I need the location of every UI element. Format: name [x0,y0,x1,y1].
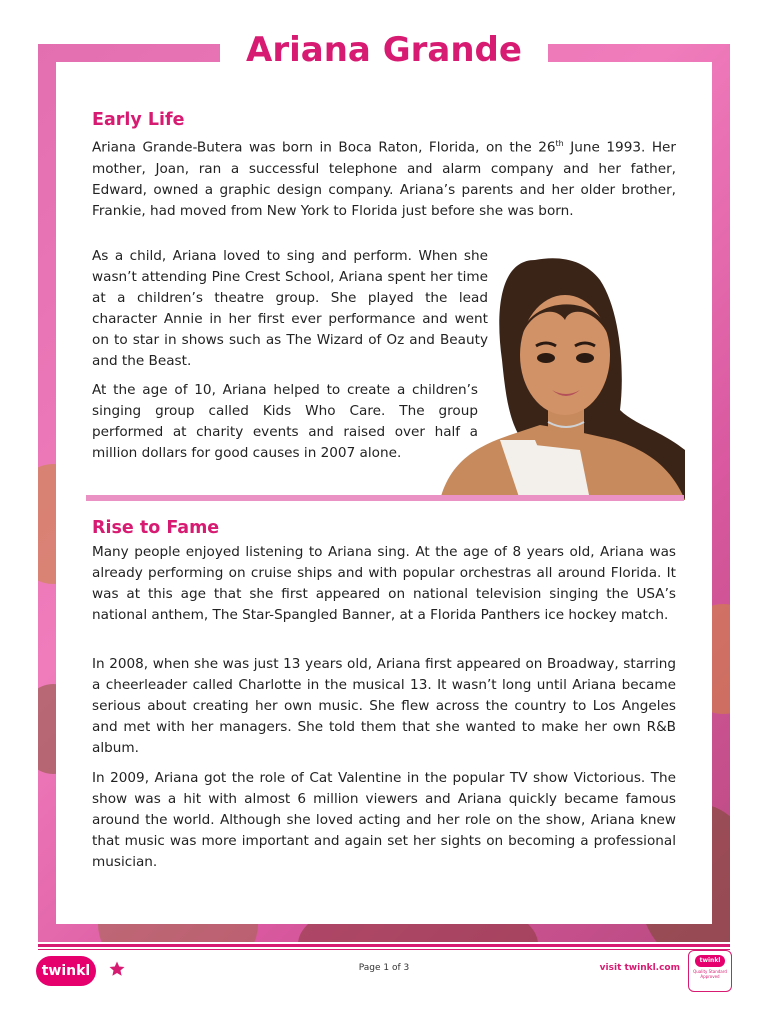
early-life-paragraph-2: As a child, Ariana loved to sing and perform. When she wasn’t attending Pine Crest School, Ariana spent her time at a children’s theatre group. She played the lead character Annie in her first ever performance and went on to star in shows such as The Wizard of Oz and Beauty and the Beast. [92,248,488,369]
portrait-illustration [440,250,685,500]
visit-link[interactable]: visit twinkl.com [599,963,680,973]
twinkl-logo[interactable]: twinkl [36,956,96,986]
page-title: Ariana Grande [220,22,548,78]
section-heading-early-life: Early Life [92,110,185,130]
early-life-paragraph-1: Ariana Grande-Butera was born in Boca Raton, Florida, on the 26th June 1993. Her mother, Joan, ran a successful telephone and alarm company and her father, Edward, owned a graphic design company. Ariana’s parents and her older brother, Frankie, had moved from New York to Florida just before she was born. [92,139,676,219]
badge-logo: twinkl [695,955,725,967]
badge-text: Quality Standard Approved [693,969,727,979]
footer-rule-thin [38,949,730,950]
early-life-paragraph-3a: At the age of 10, Ariana helped to create a children’s singing group called Kids Who Care. The group performed at charity events and raised over half a million dollars for good causes in 2007 alone. [92,382,478,461]
section-divider [86,495,684,501]
star-icon [108,960,126,978]
page-number: Page 1 of 3 [358,963,410,973]
quality-badge [688,950,732,992]
rise-to-fame-paragraph-2: In 2008, when she was just 13 years old, Ariana first appeared on Broadway, starring a cheerleader called Charlotte in the musical 13. It wasn’t long until Ariana became serious about creating her own music. She flew across the country to Los Angeles and met with her managers. She told them that she wanted to make her own R&B album. [92,656,676,756]
footer-rule [38,944,730,947]
section-heading-rise-to-fame: Rise to Fame [92,518,220,538]
rise-to-fame-paragraph-3: In 2009, Ariana got the role of Cat Valentine in the popular TV show Victorious. The show was a hit with almost 6 million viewers and Ariana quickly became famous around the world. Although she loved acting and her role on the show, Ariana knew that music was more important and again set her sights on becoming a professional musician. [92,770,676,870]
rise-to-fame-paragraph-1: Many people enjoyed listening to Ariana sing. At the age of 8 years old, Ariana was already performing on cruise ships and with popular orchestras all around Florida. It was at this age that she first appeared on national television singing the USA’s national anthem, The Star-Spangled Banner, at a Florida Panthers ice hockey match. [92,544,676,623]
